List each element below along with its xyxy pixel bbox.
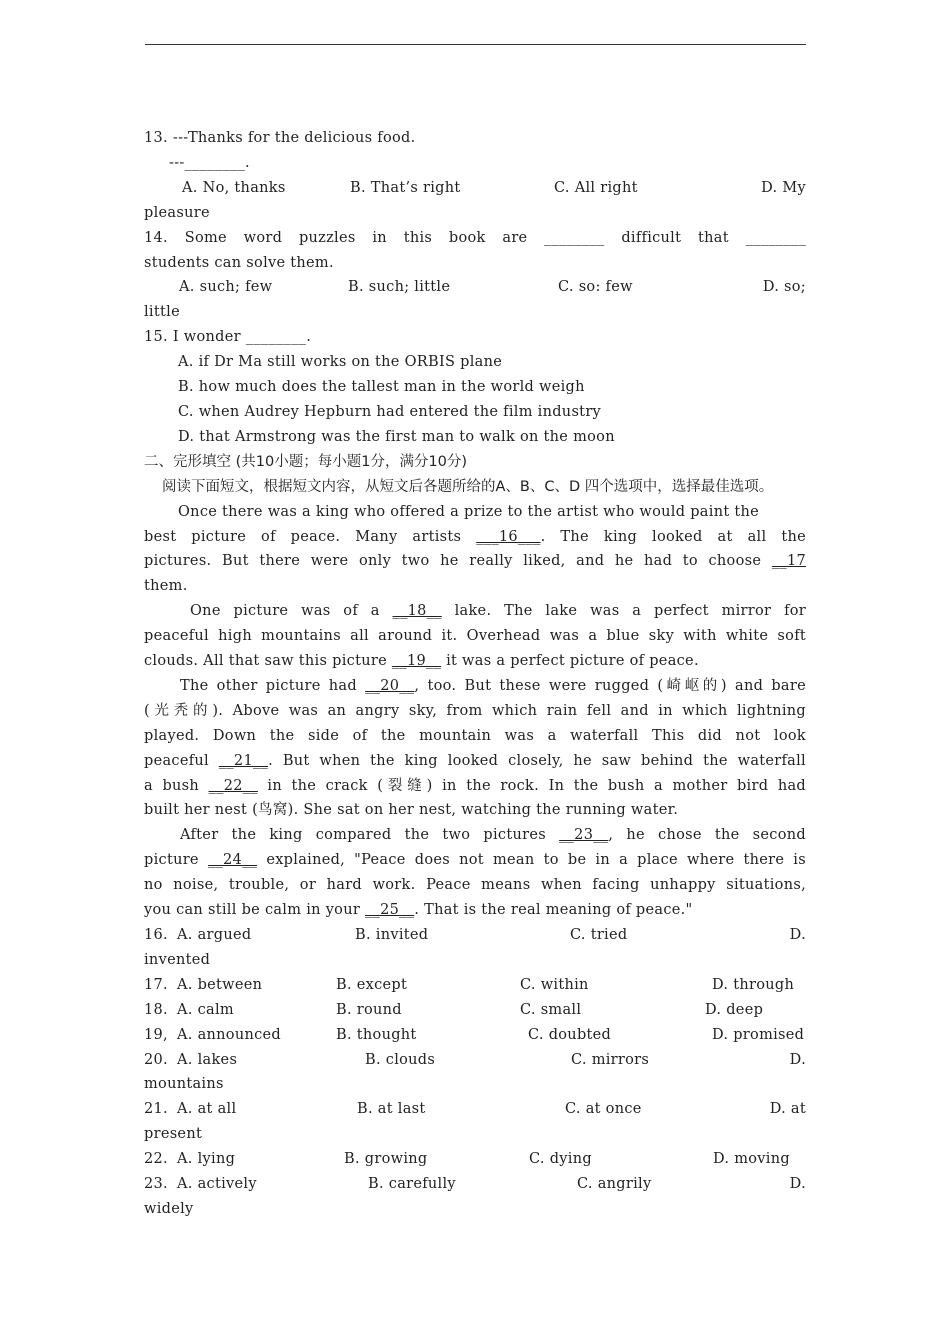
choice-17-b[interactable]: B. except [336, 976, 408, 993]
passage-line: After the king compared the two pictures __23__, he chose the second [180, 827, 806, 844]
passage-line: them. [144, 578, 188, 595]
passage-line: The other picture had __20__, too. But these were rugged (崎岖的) and bare [180, 677, 806, 694]
section2-instruction: 阅读下面短文，根据短文内容，从短文后各题所给的A、B、C、D 四个选项中，选择最佳选项。 [162, 478, 774, 495]
q15-stem: 15. I wonder ________. [144, 329, 312, 346]
choice-16-c[interactable]: C. tried [570, 927, 628, 943]
q14-option-d-wrap: little [144, 304, 180, 321]
choice-16-b[interactable]: B. invited [355, 927, 429, 943]
choice-21-c[interactable]: C. at once [565, 1101, 642, 1118]
choice-18-b[interactable]: B. round [336, 1001, 402, 1018]
choice-20-c[interactable]: C. mirrors [571, 1051, 650, 1068]
q14-option-c[interactable]: C. so: few [558, 279, 633, 296]
choice-21-b[interactable]: B. at last [357, 1101, 426, 1118]
choice-20-d[interactable]: D. [789, 1051, 806, 1068]
choice-19-b[interactable]: B. thought [336, 1026, 417, 1043]
choice-19-a[interactable]: A. announced [177, 1026, 282, 1043]
q13-options [144, 176, 806, 201]
passage-line: built her nest (鸟窝). She sat on her nest, watching the running water. [144, 802, 679, 819]
passage-line: clouds. All that saw this picture __19__ it was a perfect picture of peace. [144, 653, 699, 670]
choice-row-19: 19, A. announced B. thought C. doubted D. promised [144, 1023, 806, 1048]
passage-line: a bush __22__ in the crack (裂缝) in the rock. In the bush a mother bird had [144, 777, 806, 794]
choice-20-a[interactable]: A. lakes [177, 1051, 238, 1068]
choice-17-c[interactable]: C. within [520, 976, 589, 993]
choice-19-d[interactable]: D. promised [712, 1026, 805, 1043]
choice-23-c[interactable]: C. angrily [577, 1176, 652, 1193]
choice-21-a[interactable]: A. at all [177, 1101, 237, 1118]
choice-row-21: 21. A. at all B. at last C. at once D. at [144, 1097, 806, 1122]
passage-line: picture __24__ explained, "Peace does not mean to be in a place where there is [144, 852, 806, 869]
choice-20-d-wrap: mountains [144, 1076, 224, 1093]
q13-option-d-wrap: pleasure [144, 204, 210, 221]
q14-stem-cont: students can solve them. [144, 254, 334, 271]
choice-19-c[interactable]: C. doubted [528, 1026, 612, 1043]
choice-22-c[interactable]: C. dying [529, 1151, 592, 1168]
blank-18: __18__ [392, 603, 442, 620]
passage-line: One picture was of a __18__ lake. The lake was a perfect mirror for [190, 603, 806, 620]
choice-row-18: 18. A. calm B. round C. small D. deep [144, 998, 806, 1023]
q14-options [144, 275, 806, 300]
blank-19: __19__ [391, 653, 442, 670]
passage-line: Once there was a king who offered a prize to the artist who would paint the [178, 503, 760, 520]
choice-20-b[interactable]: B. clouds [365, 1051, 436, 1068]
choice-row-23: 23. A. actively B. carefully C. angrily D. [144, 1172, 806, 1197]
q13-option-c[interactable]: C. All right [554, 179, 638, 196]
passage-line: peaceful __21__. But when the king looked closely, he saw behind the waterfall [144, 752, 806, 769]
q15-option-c[interactable]: C. when Audrey Hepburn had entered the film industry [178, 403, 602, 420]
blank-22: __22__ [208, 777, 258, 794]
choice-23-d-wrap: widely [144, 1200, 194, 1217]
blank-16: ___16___ [476, 528, 541, 545]
blank-23: __23__ [559, 827, 609, 844]
header-rule [145, 44, 806, 45]
choice-23-a[interactable]: A. actively [177, 1176, 257, 1193]
q15-option-a[interactable]: A. if Dr Ma still works on the ORBIS plane [178, 354, 503, 371]
q13-option-b[interactable]: B. That’s right [350, 179, 461, 196]
passage-line: best picture of peace. Many artists ___16___. The king looked at all the [144, 528, 806, 545]
choice-21-d-wrap: present [144, 1126, 203, 1143]
q14-option-b[interactable]: B. such; little [348, 279, 451, 296]
choice-16-a[interactable]: A. argued [177, 927, 252, 943]
section2-title: 二、完形填空 (共10小题；每小题1分，满分10分) [144, 453, 468, 470]
choice-22-d[interactable]: D. moving [713, 1151, 790, 1168]
choice-23-d[interactable]: D. [789, 1176, 806, 1193]
blank-25: __25__ [365, 902, 415, 919]
choice-22-b[interactable]: B. growing [344, 1151, 428, 1168]
choice-18-a[interactable]: A. calm [177, 1001, 234, 1018]
passage-line: (光秃的). Above was an angry sky, from which rain fell and in which lightning [144, 702, 806, 719]
exam-page [144, 126, 806, 1222]
q14-stem: 14. Some word puzzles in this book are ________ difficult that ________ [144, 229, 806, 246]
blank-20: __20__ [365, 677, 415, 694]
q13-stem: 13. ---Thanks for the delicious food. [144, 130, 416, 146]
q13-option-d[interactable]: D. My [761, 179, 806, 196]
choice-row-22: 22. A. lying B. growing C. dying D. moving [144, 1147, 806, 1172]
q14-option-a[interactable]: A. such; few [179, 279, 273, 296]
choice-18-d[interactable]: D. deep [705, 1001, 764, 1018]
choice-22-a[interactable]: A. lying [177, 1151, 236, 1168]
choice-23-b[interactable]: B. carefully [368, 1176, 456, 1193]
passage-line: you can still be calm in your __25__. That is the real meaning of peace." [144, 902, 693, 919]
blank-17: __17 [771, 553, 806, 570]
choice-21-d[interactable]: D. at [769, 1101, 806, 1118]
q15-option-b[interactable]: B. how much does the tallest man in the world weigh [178, 379, 585, 396]
choice-18-c[interactable]: C. small [520, 1001, 582, 1018]
choice-17-d[interactable]: D. through [712, 976, 795, 993]
q15-option-d[interactable]: D. that Armstrong was the first man to walk on the moon [178, 428, 615, 445]
choice-row-17: 17. A. between B. except C. within D. through [144, 973, 806, 998]
passage-line: peaceful high mountains all around it. Overhead was a blue sky with white soft [144, 628, 806, 645]
passage-line: played. Down the side of the mountain was a waterfall This did not look [144, 727, 806, 744]
choice-16-d-wrap: invented [144, 951, 211, 968]
q13-option-a[interactable]: A. No, thanks [182, 179, 286, 196]
choice-16-d[interactable]: D. [789, 927, 806, 943]
passage-line: pictures. But there were only two he really liked, and he had to choose __17 [144, 553, 806, 570]
choice-17-a[interactable]: A. between [177, 976, 263, 993]
passage-line: no noise, trouble, or hard work. Peace means when facing unhappy situations, [144, 877, 806, 894]
choice-row-20: 20. A. lakes B. clouds C. mirrors D. [144, 1048, 806, 1073]
q13-answer-line: ---________. [169, 154, 250, 171]
blank-21: __21__ [218, 752, 269, 769]
q14-option-d[interactable]: D. so; [762, 279, 806, 296]
blank-24: __24__ [207, 852, 258, 869]
choice-row-16: 16. A. argued B. invited C. tried D. [144, 923, 806, 948]
